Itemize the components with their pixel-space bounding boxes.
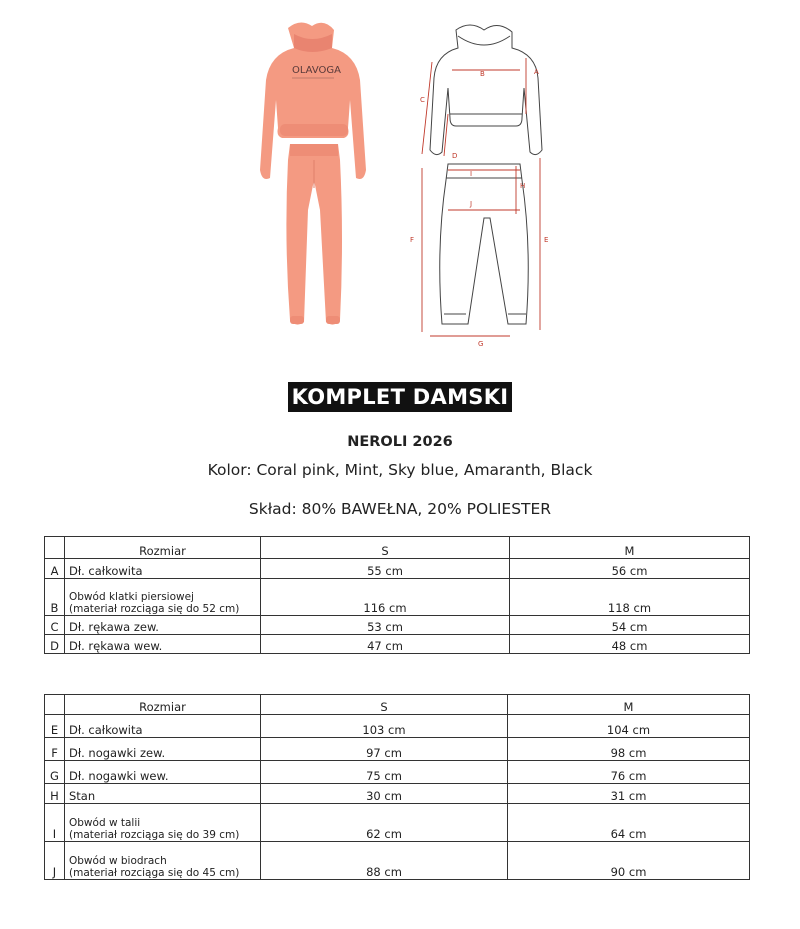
header-size: Rozmiar	[65, 537, 261, 559]
table-row: H Stan 30 cm 31 cm	[45, 784, 750, 804]
table-row: G Dł. nogawki wew. 75 cm 76 cm	[45, 761, 750, 784]
colors-line: Kolor: Coral pink, Mint, Sky blue, Amaranth, Black	[207, 461, 593, 479]
table-row: A Dł. całkowita 55 cm 56 cm	[45, 559, 750, 579]
sketch-label-h: H	[520, 182, 526, 190]
sketch-label-j: J	[470, 200, 473, 208]
sketch-label-a: A	[534, 68, 539, 76]
table-header-row	[45, 695, 750, 715]
table-row: D Dł. rękawa wew. 47 cm 48 cm	[45, 635, 750, 654]
size-table-top	[44, 536, 750, 654]
table-row: I Obwód w talii (materiał rozciąga się do 39 cm) 62 cm 64 cm	[45, 804, 750, 842]
product-code: NEROLI 2026	[347, 434, 453, 450]
header-size: Rozmiar	[65, 695, 261, 715]
header-s: S	[261, 537, 510, 559]
table-row: F Dł. nogawki zew. 97 cm 98 cm	[45, 738, 750, 761]
sketch-label-d: D	[452, 152, 458, 160]
technical-sketch	[408, 18, 568, 348]
sketch-label-i: I	[470, 170, 473, 178]
brand-logo: OLAVOGA	[292, 65, 341, 76]
table-row: C Dł. rękawa zew. 53 cm 54 cm	[45, 616, 750, 635]
sketch-label-b: B	[480, 70, 485, 78]
size-table-bottom	[44, 694, 750, 880]
sketch-label-f: F	[410, 236, 415, 244]
header-m: M	[510, 537, 750, 559]
header-m: M	[508, 695, 750, 715]
table-row: B Obwód klatki piersiowej (materiał rozciąga się do 52 cm) 116 cm 118 cm	[45, 579, 750, 616]
table-header-row	[45, 537, 750, 559]
sketch-label-g: G	[478, 340, 484, 348]
composition-line: Skład: 80% BAWEŁNA, 20% POLIESTER	[248, 500, 552, 518]
table-row: J Obwód w biodrach (materiał rozciąga się do 45 cm) 88 cm 90 cm	[45, 842, 750, 880]
table-row: E Dł. całkowita 103 cm 104 cm	[45, 715, 750, 738]
page-title: KOMPLET DAMSKI	[288, 382, 513, 412]
title-block	[0, 382, 800, 412]
sketch-label-c: C	[420, 96, 425, 104]
sketch-label-e: E	[544, 236, 549, 244]
header-s: S	[261, 695, 508, 715]
product-photo	[248, 20, 378, 340]
